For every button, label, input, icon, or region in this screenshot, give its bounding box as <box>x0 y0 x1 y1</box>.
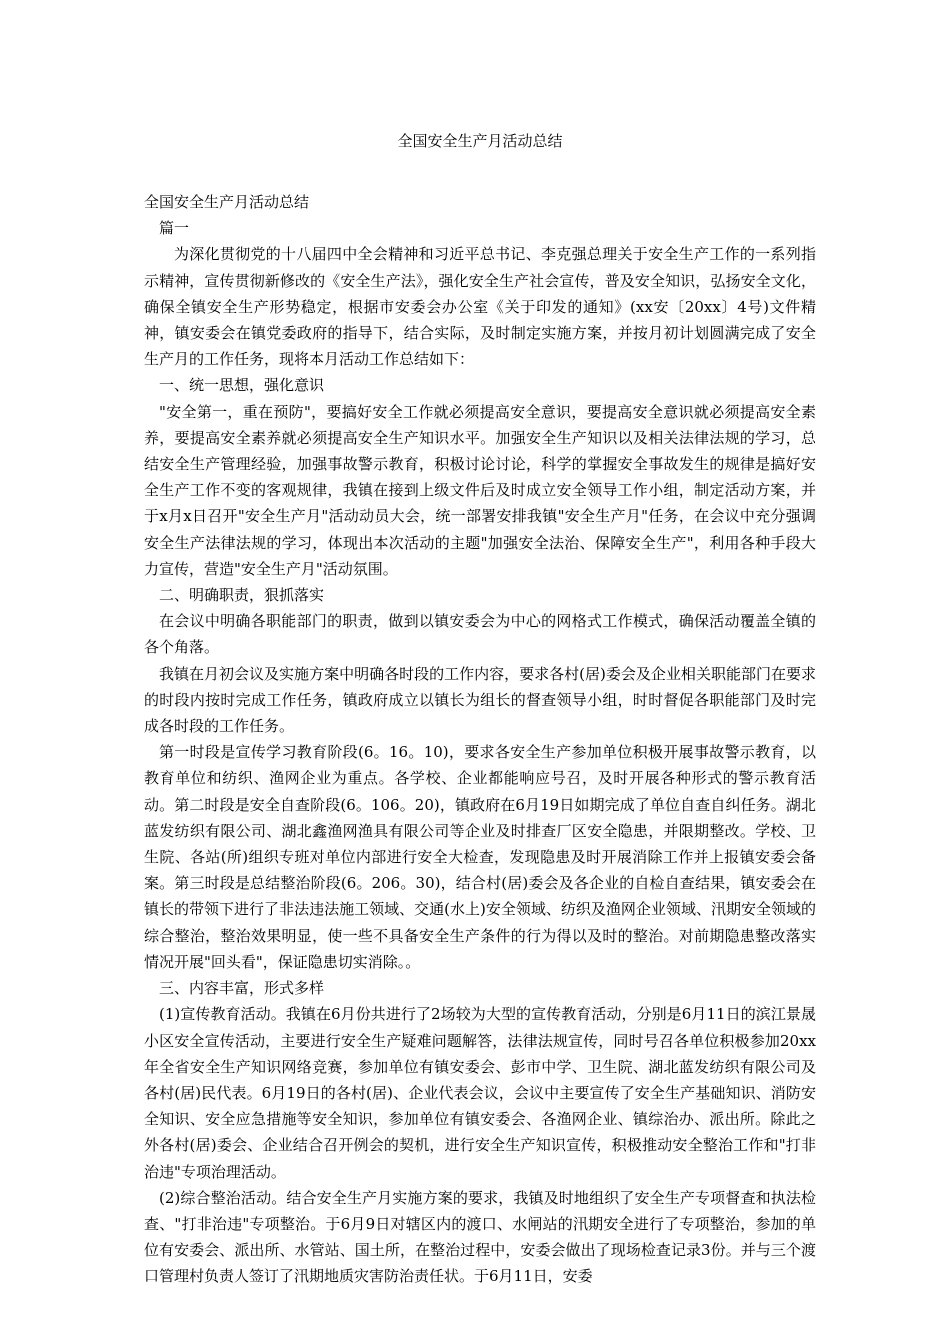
section-3-paragraph-1: (1)宣传教育活动。我镇在6月份共进行了2场较为大型的宣传教育活动，分别是6月11日的滨江景晟小区安全宣传活动，主要进行安全生产疑难问题解答，法律法规宣传，同时号召各单位积极参加20xx年全省安全生产知识网络竞赛，参加单位有镇安委会、彭市中学、卫生院、湖北蓝发纺织有限公司及各村(居)民代表。6月19日的各村(居)、企业代表会议，会议中主要宣传了安全生产基础知识、消防安全知识、安全应急措施等安全知识，参加单位有镇安委会、各渔网企业、镇综治办、派出所。除此之外各村(居)委会、企业结合召开例会的契机，进行安全生产知识宣传，积极推动安全整治工作和"打非治违"专项治理活动。 <box>144 1005 816 1181</box>
section-1-paragraph-1: "安全第一，重在预防"，要搞好安全工作就必须提高安全意识，要提高安全意识就必须提高安全素养，要提高安全素养就必须提高安全生产知识水平。加强安全生产知识以及相关法律法规的学习，总结安全生产管理经验，加强事故警示教育，积极讨论讨论，科学的掌握安全事故发生的规律是搞好安全生产工作不变的客观规律，我镇在接到上级文件后及时成立安全领导工作小组，制定活动方案，并于x月x日召开"安全生产月"活动动员大会，统一部署安排我镇"安全生产月"任务，在会议中充分强调安全生产法律法规的学习，体现出本次活动的主题"加强安全法治、保障安全生产"，利用各种手段大力宣传，营造"安全生产月"活动氛围。 <box>144 402 816 578</box>
document-subtitle: 全国安全生产月活动总结 <box>144 193 310 211</box>
section-2-paragraph-1: 在会议中明确各职能部门的职责，做到以镇安委会为中心的网格式工作模式，确保活动覆盖全镇的各个角落。 <box>144 612 816 657</box>
part-label: 篇一 <box>159 219 190 238</box>
intro-paragraph: 为深化贯彻党的十八届四中全会精神和习近平总书记、李克强总理关于安全生产工作的一系列指示精神，宣传贯彻新修改的《安全生产法》，强化安全生产社会宣传，普及安全知识，弘扬安全文化，确保全镇安全生产形势稳定，根据市安委会办公室《关于印发的通知》(xx安〔20xx〕4号)文件精神，镇安委会在镇党委政府的指导下，结合实际，及时制定实施方案，并按月初计划圆满完成了安全生产月的工作任务，现将本月活动工作总结如下： <box>144 245 816 369</box>
section-2-heading: 二、明确职责，狠抓落实 <box>159 586 325 605</box>
section-2-paragraph-3: 第一时段是宣传学习教育阶段(6。16。10)，要求各安全生产参加单位积极开展事故警示教育，以教育单位和纺织、渔网企业为重点。各学校、企业都能响应号召，及时开展各种形式的警示教育活动。第二时段是安全自查阶段(6。106。20)，镇政府在6月19日如期完成了单位自查自纠任务。湖北蓝发纺织有限公司、湖北鑫渔网渔具有限公司等企业及时排查厂区安全隐患，并限期整改。学校、卫生院、各站(所)组织专班对单位内部进行安全大检查，发现隐患及时开展消除工作并上报镇安委会备案。第三时段是总结整治阶段(6。206。30)，结合村(居)委会及各企业的自检自查结果，镇安委会在镇长的带领下进行了非法违法施工领域、交通(水上)安全领域、纺织及渔网企业领域、汛期安全领域的综合整治，整治效果明显，使一些不具备安全生产条件的行为得以及时的整治。对前期隐患整改落实情况开展"回头看"，保证隐患切实消除。。 <box>144 743 816 971</box>
section-2-paragraph-2: 我镇在月初会议及实施方案中明确各时段的工作内容，要求各村(居)委会及企业相关职能部门在要求的时段内按时完成工作任务，镇政府成立以镇长为组长的督查领导小组，时时督促各职能部门及时完成各时段的工作任务。 <box>144 664 816 736</box>
section-3-heading: 三、内容丰富，形式多样 <box>159 979 325 998</box>
section-3-paragraph-2: (2)综合整治活动。结合安全生产月实施方案的要求，我镇及时地组织了安全生产专项督查和执法检查、"打非治违"专项整治。于6月9日对辖区内的渡口、水闸站的汛期安全进行了专项整治，参加的单位有安委会、派出所、水管站、国土所，在整治过程中，安委会做出了现场检查记录3份。并与三个渡口管理村负责人签订了汛期地质灾害防治责任状。于6月11日，安委 <box>144 1188 816 1286</box>
section-1-heading: 一、统一思想，强化意识 <box>159 376 325 395</box>
document-title: 全国安全生产月活动总结 <box>397 132 563 150</box>
